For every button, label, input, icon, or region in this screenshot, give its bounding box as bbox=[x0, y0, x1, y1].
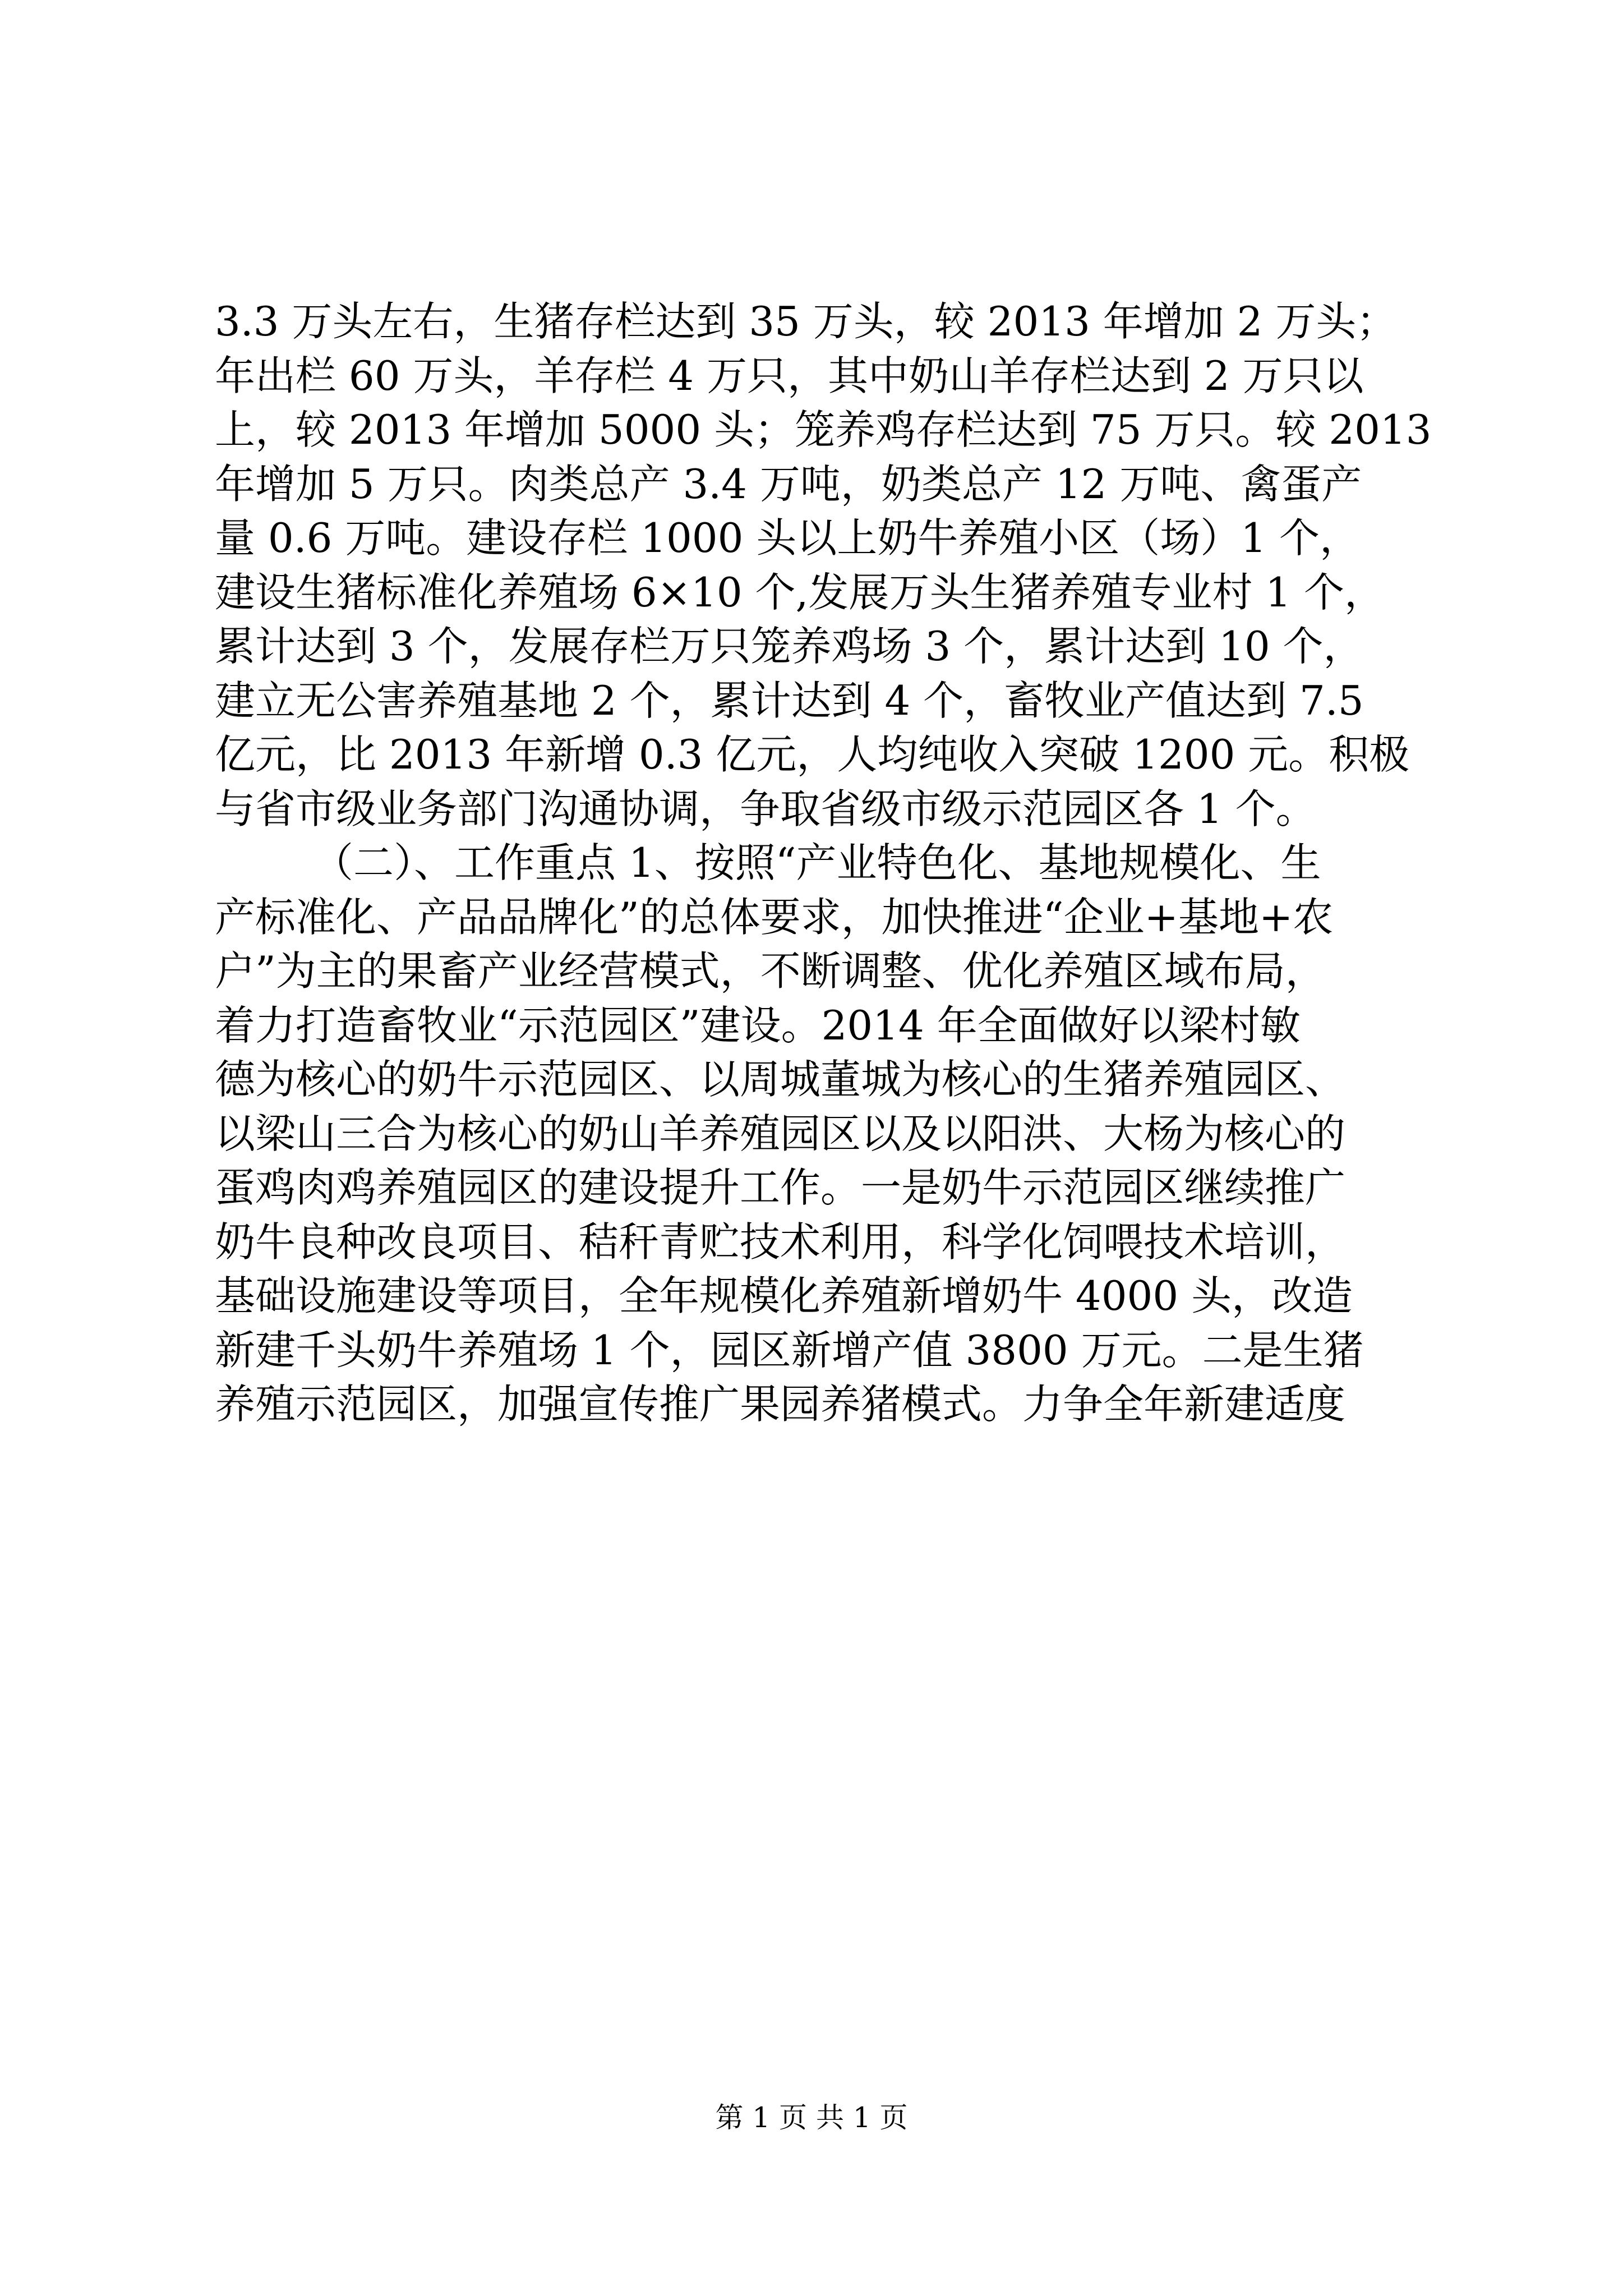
text-line: 以梁山三合为核心的奶山羊养殖园区以及以阳洪、大杨为核心的 bbox=[215, 1110, 1346, 1157]
text-line: 年增加 5 万只。肉类总产 3.4 万吨，奶类总产 12 万吨、禽蛋产 bbox=[215, 460, 1362, 508]
text-line: 年出栏 60 万头，羊存栏 4 万只，其中奶山羊存栏达到 2 万只以 bbox=[215, 352, 1364, 399]
text-line: 奶牛良种改良项目、秸秆青贮技术利用，科学化饲喂技术培训， bbox=[215, 1218, 1346, 1266]
body-text bbox=[215, 295, 1432, 1432]
text-line: 基础设施建设等项目，全年规模化养殖新增奶牛 4000 头，改造 bbox=[215, 1272, 1353, 1319]
page-footer: 第 1 页 共 1 页 bbox=[715, 2101, 908, 2134]
text-line: 着力打造畜牧业“示范园区”建设。2014 年全面做好以梁村敏 bbox=[215, 1001, 1301, 1049]
text-line: 亿元，比 2013 年新增 0.3 亿元，人均纯收入突破 1200 元。积极 bbox=[215, 731, 1410, 778]
text-line: 量 0.6 万吨。建设存栏 1000 头以上奶牛养殖小区（场）1 个， bbox=[215, 514, 1360, 562]
text-line: 新建千头奶牛养殖场 1 个，园区新增产值 3800 万元。二是生猪 bbox=[215, 1326, 1364, 1374]
text-line: 与省市级业务部门沟通协调，争取省级市级示范园区各 1 个。 bbox=[215, 785, 1316, 832]
text-line: 德为核心的奶牛示范园区、以周城董城为核心的生猪养殖园区、 bbox=[215, 1056, 1346, 1103]
text-line: 上，较 2013 年增加 5000 头；笼养鸡存栏达到 75 万只。较 2013 bbox=[215, 406, 1432, 453]
text-line: 养殖示范园区，加强宣传推广果园养猪模式。力争全年新建适度 bbox=[215, 1381, 1346, 1428]
text-line: 建立无公害养殖基地 2 个，累计达到 4 个，畜牧业产值达到 7.5 bbox=[215, 677, 1364, 724]
text-line: （二）、工作重点 1、按照“产业特色化、基地规模化、生 bbox=[313, 839, 1321, 886]
text-line: 累计达到 3 个，发展存栏万只笼养鸡场 3 个，累计达到 10 个， bbox=[215, 623, 1364, 670]
text-line: 建设生猪标准化养殖场 6×10 个,发展万头生猪养殖专业村 1 个， bbox=[215, 568, 1385, 616]
text-line: 3.3 万头左右，生猪存栏达到 35 万头，较 2013 年增加 2 万头； bbox=[215, 298, 1397, 345]
text-line: 产标准化、产品品牌化”的总体要求，加快推进“企业+基地+农 bbox=[215, 893, 1334, 941]
text-line: 蛋鸡肉鸡养殖园区的建设提升工作。一是奶牛示范园区继续推广 bbox=[215, 1164, 1346, 1211]
text-line: 户”为主的果畜产业经营模式，不断调整、优化养殖区域布局， bbox=[215, 947, 1326, 995]
